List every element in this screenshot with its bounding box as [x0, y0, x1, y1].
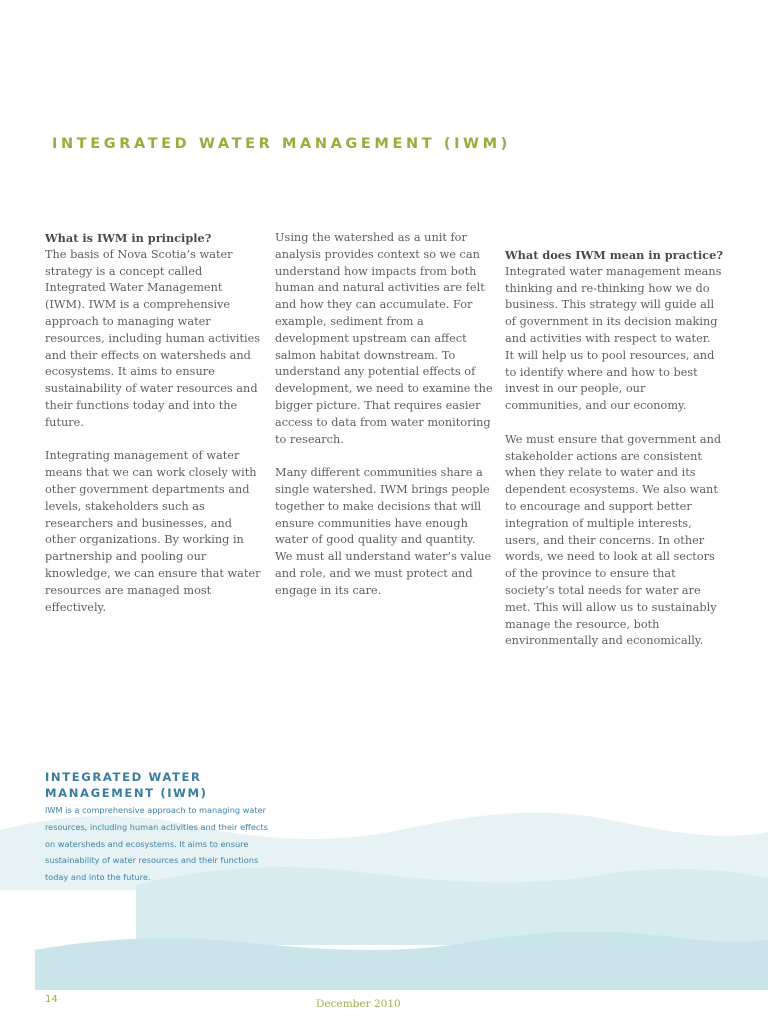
sidebar-text: IWM is a comprehensive approach to managing water resources, including human activities and their effects on watersheds and ecosystems. It aims to ensure sustainability of water resources and their functions today and into the future.	[45, 805, 268, 883]
column-iwm-practice	[505, 247, 723, 667]
paragraph: Using the watershed as a unit for analysis provides context so we can understand how impacts from both human and natural activities are felt and how they can accumulate. For example, sediment from a development upstream can affect salmon habitat downstream. To understand any potential effects of development, we need to examine the bigger picture. That requires easier access to data from water monitoring to research.	[275, 231, 493, 446]
sidebar-callout	[45, 769, 271, 886]
sidebar-title-line: INTEGRATED WATER	[45, 770, 202, 784]
sidebar-title-line: MANAGEMENT (IWM)	[45, 786, 208, 800]
section-heading-practice: What does IWM mean in practice?	[505, 248, 723, 262]
column-iwm-principle	[45, 230, 263, 633]
page-number: 14	[45, 994, 58, 1005]
column-watershed	[275, 230, 493, 616]
paragraph: The basis of Nova Scotia’s water strategy is a concept called Integrated Water Management (IWM). IWM is a comprehensive approach to managing water resources, including human activities and their effects on watersheds and ecosystems. It aims to ensure sustainability of water resources and their functions today and into the future.	[45, 247, 261, 429]
paragraph: Integrated water management means thinking and re-thinking how we do business. This strategy will guide all of government in its decision making and activities with respect to water. It will help us to pool resources, and to identify where and how to best invest in our people, our communities, and our economy.	[505, 264, 722, 413]
sidebar-title	[45, 769, 271, 801]
paragraph: Integrating management of water means that we can work closely with other government departments and levels, stakeholders such as researchers and businesses, and other organizations. By working in partnership and pooling our knowledge, we can ensure that water resources are managed most effectively.	[45, 449, 261, 614]
paragraph: Many different communities share a single watershed. IWM brings people together to make decisions that will ensure communities have enough water of good quality and quantity. We must all understand water’s value and role, and we must protect and engage in its care.	[275, 466, 492, 597]
footer-date: December 2010	[316, 998, 401, 1010]
section-heading-principle: What is IWM in principle?	[45, 231, 212, 245]
page-title: INTEGRATED WATER MANAGEMENT (IWM)	[52, 136, 511, 152]
paragraph: We must ensure that government and stakeholder actions are consistent when they relate to water and its dependent ecosystems. We also want to encourage and support better integration of multiple interests, users, and their concerns. In other words, we need to look at all sectors of the province to ensure that society’s total needs for water are met. This will allow us to sustainably manage the resource, both environmentally and economically.	[505, 432, 722, 648]
